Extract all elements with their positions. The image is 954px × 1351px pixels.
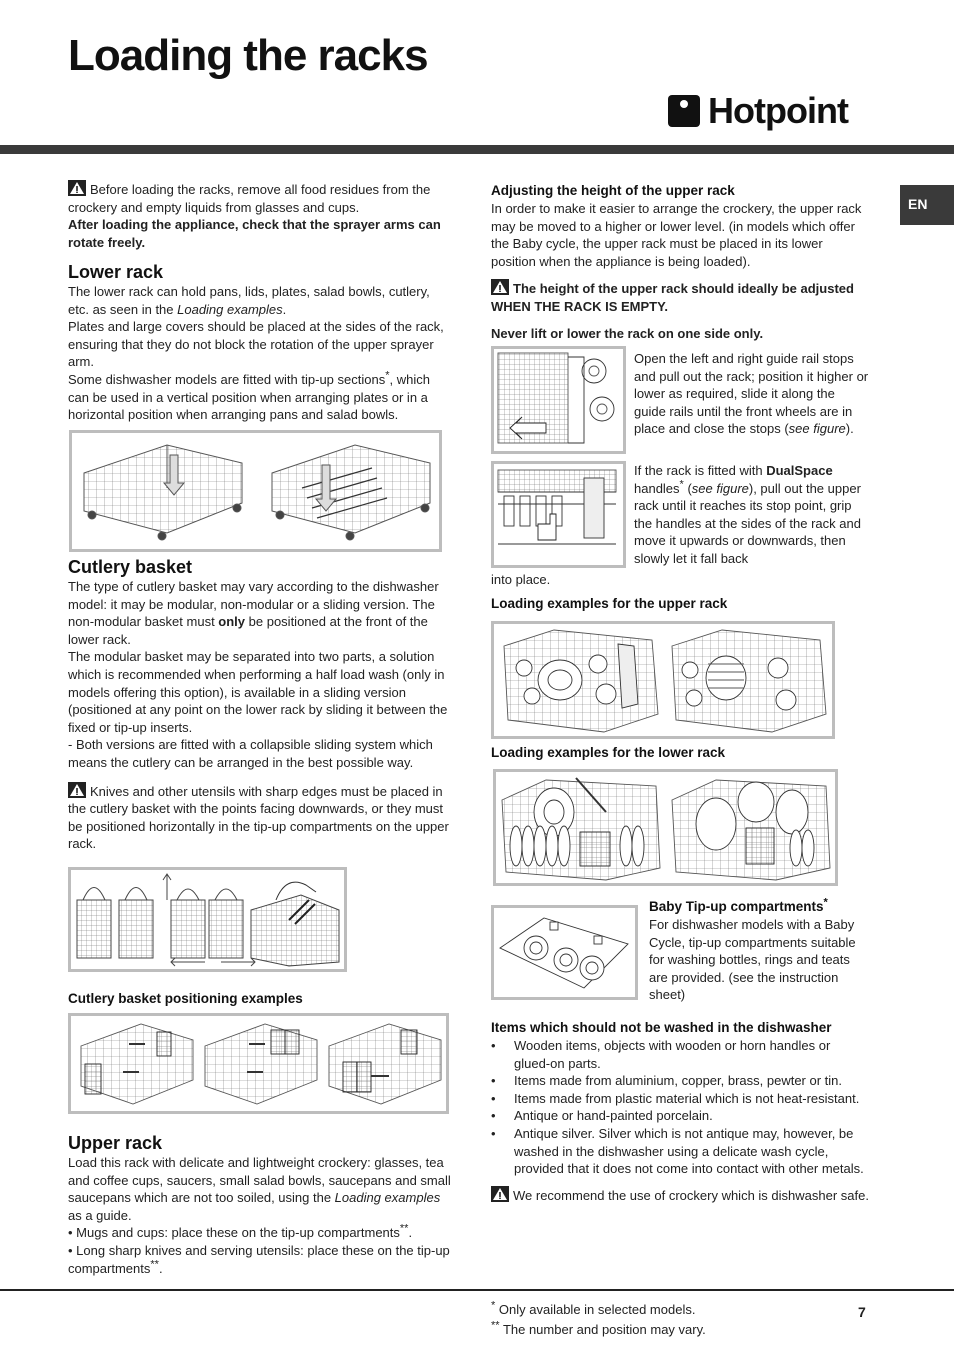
guide-rail-stops-figure — [491, 346, 626, 454]
stops-text: Open the left and right guide rail stops and pull out the rack; position it higher or lower as required, slide it along the guide rails until the front wheels are in place and close the stops (see figure). — [634, 351, 869, 437]
not-washed-list — [491, 1037, 869, 1178]
lower-examples-heading: Loading examples for the lower rack — [491, 745, 726, 760]
adjust-height-heading: Adjusting the height of the upper rack — [491, 183, 735, 198]
hotpoint-logo — [668, 92, 848, 130]
lower-rack-examples-illustration — [496, 772, 835, 883]
cutlery-basket-illustration — [71, 870, 344, 969]
list-item: • Antique silver. Silver which is not antique may, however, be washed in the dishwasher using a delicate wash cycle, provided that it does not come into contact with other metals. — [491, 1125, 869, 1178]
language-tab: EN — [900, 185, 954, 225]
dualspace-handles-figure — [491, 461, 626, 568]
not-washed-heading: Items which should not be washed in the dishwasher — [491, 1020, 832, 1035]
warning-triangle-icon — [68, 180, 86, 196]
cutlery-basket-figure — [68, 867, 347, 972]
list-item: • Items made from plastic material which is not heat-resistant. — [491, 1090, 869, 1108]
lower-rack-heading: Lower rack — [68, 262, 164, 282]
hotpoint-logo-icon — [668, 95, 700, 127]
baby-section — [649, 898, 871, 1004]
upper-rack-bullet-2: • Long sharp knives and serving utensils: place these on the tip-up compartments**. — [68, 1242, 450, 1276]
upper-rack-heading: Upper rack — [68, 1133, 163, 1153]
upper-rack-bullet-1: • Mugs and cups: place these on the tip-up compartments**. — [68, 1223, 413, 1241]
lower-rack-section — [68, 261, 454, 424]
page-title: Loading the racks — [68, 31, 428, 80]
recommend-text: We recommend the use of crockery which is dishwasher safe. — [491, 1186, 869, 1205]
list-item: • Items made from aluminium, copper, brass, pewter or tin. — [491, 1072, 869, 1090]
intro-bold: After loading the appliance, check that the sprayer arms can rotate freely. — [68, 217, 441, 250]
lower-rack-examples-figure — [493, 769, 838, 886]
dualspace-text-tail: into place. — [491, 572, 551, 587]
dualspace-illustration — [494, 464, 623, 565]
cutlery-basket-section — [68, 556, 454, 853]
baby-compartments-illustration — [494, 908, 635, 997]
upper-rack-examples-figure — [491, 621, 835, 739]
cutlery-warning: Knives and other utensils with sharp edges must be placed in the cutlery basket with the points facing downwards, or they must be positioned horizontally in the tip-up compartments on the upper rack. — [68, 783, 449, 852]
cutlery-basket-heading: Cutlery basket — [68, 557, 193, 577]
list-item: • Antique or hand-painted porcelain. — [491, 1107, 869, 1125]
warning-triangle-icon — [491, 1186, 509, 1202]
upper-rack-section — [68, 1132, 454, 1277]
adjust-height-section — [491, 182, 869, 342]
lower-rack-illustration — [72, 433, 439, 549]
cutlery-p1: The type of cutlery basket may vary according to the dishwasher model: it may be modular, non-modular or a sliding version. The non-modular basket must only be positioned at the front of the lower rack. — [68, 579, 439, 647]
upper-rack-p1: Load this rack with delicate and lightweight crockery: glasses, tea and coffee cups, saucers, small salad bowls, saucepans and small saucepans which are not too soiled, using the Loading examples as a guide. — [68, 1155, 451, 1223]
intro-section — [68, 180, 454, 251]
baby-text: For dishwasher models with a Baby Cycle, tip-up compartments suitable for washing bottles, rings and teats are provided. (see the instruction sheet) — [649, 917, 856, 1003]
upper-examples-heading: Loading examples for the upper rack — [491, 596, 728, 611]
footnote-1: * Only available in selected models. — [491, 1299, 696, 1317]
not-washed-section — [491, 1018, 869, 1204]
guide-rail-illustration — [494, 349, 623, 451]
list-item: • Wooden items, objects with wooden or horn handles or glued-on parts. — [491, 1037, 869, 1072]
upper-rack-examples-illustration — [494, 624, 832, 736]
lower-rack-p2: Plates and large covers should be placed at the sides of the rack, ensuring that they do not block the rotation of the upper sprayer arm. — [68, 319, 444, 370]
dualspace-text: If the rack is fitted with DualSpace handles* (see figure), pull out the upper rack until it reaches its stop point, grip the handles at the sides of the rack and move it upwards or downwards, then slowly let it fall back — [634, 463, 861, 566]
footer-rule — [0, 1289, 954, 1291]
lower-rack-tip-up-figure — [69, 430, 442, 552]
header-bar — [0, 145, 954, 154]
cutlery-positioning-figure — [68, 1013, 449, 1114]
baby-heading: Baby Tip-up compartments* — [649, 896, 828, 914]
cutlery-p2: The modular basket may be separated into two parts, a solution which is recommended when performing a half load wash (only in models offering this option), is available in a sliding version (positioned at any point on the lower rack by sliding it between the fixed or tip-up inserts. — [68, 649, 448, 735]
adjust-warning: The height of the upper rack should ideally be adjusted WHEN THE RACK IS EMPTY. — [491, 281, 854, 314]
footnote-2: ** The number and position may vary. — [491, 1319, 706, 1337]
cutlery-positioning-heading: Cutlery basket positioning examples — [68, 991, 303, 1006]
baby-compartments-figure — [491, 905, 638, 1000]
intro-paragraph: Before loading the racks, remove all food residues from the crockery and empty liquids from glasses and cups. — [68, 182, 431, 215]
warning-triangle-icon — [491, 279, 509, 295]
page-number: 7 — [858, 1304, 866, 1320]
warning-triangle-icon — [68, 782, 86, 798]
adjust-height-p1: In order to make it easier to arrange the crockery, the upper rack may be moved to a higher or lower level. (in models which offer the Baby cycle, the upper rack must be placed in its lower position when the appliance is being loaded). — [491, 201, 862, 269]
lower-rack-p1: The lower rack can hold pans, lids, plates, salad bowls, cutlery, etc. as seen in the Loading examples. — [68, 284, 430, 317]
brand-name: Hotpoint — [708, 90, 848, 132]
adjust-never: Never lift or lower the rack on one side only. — [491, 325, 764, 341]
lower-rack-p3: Some dishwasher models are fitted with tip-up sections*, which can be used in a vertical position when arranging plates or in a horizontal position when arranging pans and salad bowls. — [68, 369, 430, 423]
cutlery-p3: - Both versions are fitted with a collapsible sliding system which means the cutlery can be arranged in the best possible way. — [68, 737, 433, 770]
cutlery-positioning-illustration — [71, 1016, 446, 1111]
